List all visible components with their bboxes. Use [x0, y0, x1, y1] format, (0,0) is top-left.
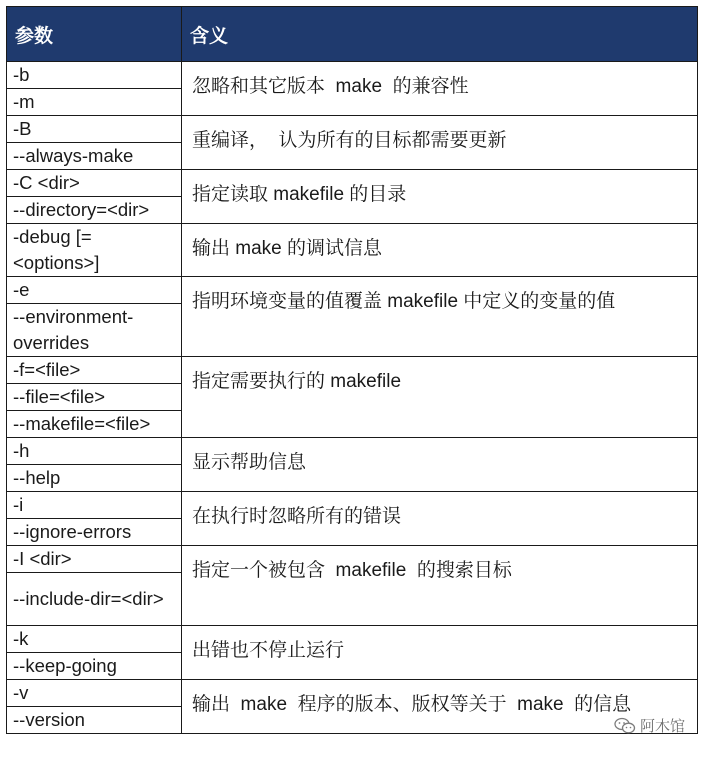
param-text: -B	[13, 118, 32, 139]
meaning-text: 重编译， 认为所有的目标都需要更新	[192, 130, 507, 151]
meaning-cell	[182, 546, 698, 626]
param-cell	[7, 653, 182, 680]
param-text: -debug [=<options>]	[13, 226, 100, 273]
param-cell	[7, 224, 182, 277]
param-text: --directory=<dir>	[13, 199, 150, 220]
param-cell	[7, 384, 182, 411]
param-text: -m	[13, 91, 35, 112]
param-text: -h	[13, 440, 30, 461]
table-row	[7, 680, 698, 707]
param-text: --keep-going	[13, 655, 117, 676]
table-row	[7, 492, 698, 519]
meaning-cell	[182, 277, 698, 357]
header-meaning: 含义	[182, 7, 698, 62]
table-row	[7, 62, 698, 89]
meaning-cell	[182, 492, 698, 546]
param-cell	[7, 116, 182, 143]
meaning-text: 输出 make 程序的版本、版权等关于 make 的信息	[192, 694, 632, 715]
param-cell	[7, 519, 182, 546]
param-cell	[7, 197, 182, 224]
meaning-text: 显示帮助信息	[192, 452, 307, 473]
meaning-cell	[182, 170, 698, 224]
param-cell	[7, 304, 182, 357]
table-row	[7, 546, 698, 573]
meaning-cell	[182, 626, 698, 680]
param-cell	[7, 492, 182, 519]
table-row	[7, 170, 698, 197]
param-text: -v	[13, 682, 29, 703]
param-text: -b	[13, 64, 30, 85]
meaning-cell	[182, 224, 698, 277]
param-text: --environment-overrides	[13, 306, 134, 353]
param-text: --ignore-errors	[13, 521, 132, 542]
header-param: 参数	[7, 7, 182, 62]
meaning-cell	[182, 62, 698, 116]
param-cell	[7, 680, 182, 707]
table-body	[7, 62, 698, 734]
param-text: -C <dir>	[13, 172, 80, 193]
meaning-text: 指明环境变量的值覆盖 makefile 中定义的变量的值	[192, 291, 616, 312]
param-text: -f=<file>	[13, 359, 81, 380]
param-cell	[7, 573, 182, 626]
param-cell	[7, 411, 182, 438]
meaning-text: 忽略和其它版本 make 的兼容性	[192, 76, 469, 97]
param-cell	[7, 143, 182, 170]
meaning-cell	[182, 116, 698, 170]
table-row	[7, 277, 698, 304]
table-row	[7, 438, 698, 465]
watermark	[614, 715, 685, 736]
table-row	[7, 357, 698, 384]
param-text: --makefile=<file>	[13, 413, 151, 434]
param-cell	[7, 707, 182, 734]
param-text: -k	[13, 628, 29, 649]
meaning-text: 指定读取 makefile 的目录	[192, 184, 407, 205]
make-options-table	[6, 6, 698, 734]
table-row	[7, 626, 698, 653]
param-text: --always-make	[13, 145, 134, 166]
wechat-icon	[614, 717, 636, 735]
param-cell	[7, 438, 182, 465]
param-cell	[7, 170, 182, 197]
param-text: --file=<file>	[13, 386, 106, 407]
param-cell	[7, 357, 182, 384]
param-text: --include-dir=<dir>	[13, 588, 164, 609]
meaning-cell	[182, 438, 698, 492]
param-cell	[7, 626, 182, 653]
param-text: -i	[13, 494, 24, 515]
table-row	[7, 116, 698, 143]
param-cell	[7, 465, 182, 492]
param-text: -I <dir>	[13, 548, 72, 569]
meaning-text: 在执行时忽略所有的错误	[192, 506, 402, 527]
meaning-text: 出错也不停止运行	[192, 640, 345, 661]
header-row	[7, 7, 698, 62]
watermark-text: 阿木馆	[639, 718, 685, 735]
meaning-text: 指定一个被包含 makefile 的搜索目标	[192, 560, 512, 581]
param-cell	[7, 62, 182, 89]
param-cell	[7, 277, 182, 304]
param-text: --version	[13, 709, 85, 730]
param-cell	[7, 546, 182, 573]
param-text: -e	[13, 279, 30, 300]
table-row	[7, 224, 698, 277]
meaning-text: 指定需要执行的 makefile	[192, 371, 402, 392]
param-text: --help	[13, 467, 61, 488]
param-cell	[7, 89, 182, 116]
meaning-text: 输出 make 的调试信息	[192, 238, 383, 259]
meaning-cell	[182, 357, 698, 438]
